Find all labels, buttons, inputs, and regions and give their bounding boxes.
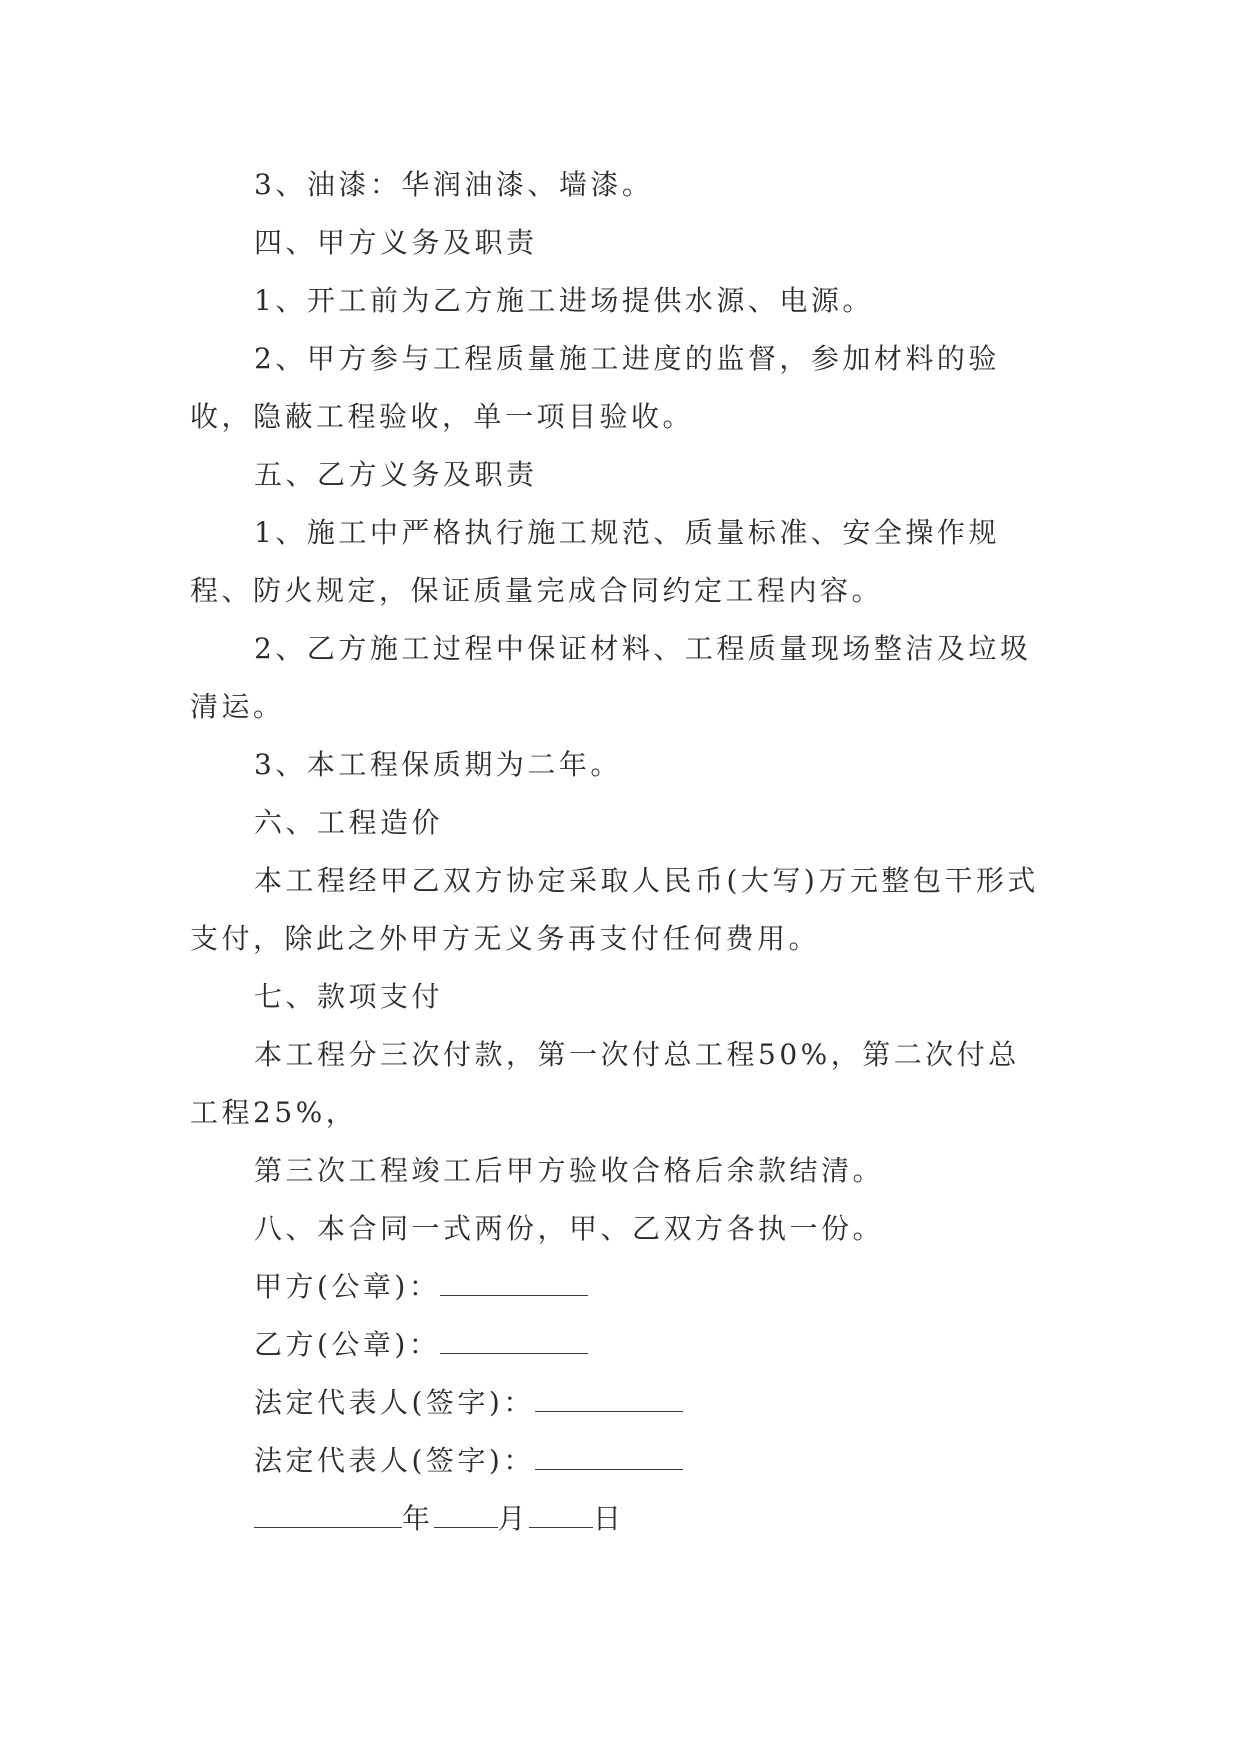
signature-line-legal-rep-1 bbox=[190, 1374, 1050, 1432]
signature-label: 乙方(公章)： bbox=[254, 1328, 441, 1361]
paragraph: 第三次工程竣工后甲方验收合格后余款结清。 bbox=[254, 1154, 885, 1187]
signature-line-party-a bbox=[190, 1258, 1050, 1316]
paragraph: 本工程分三次付款，第一次付总工程50%，第二次付总工程25%， bbox=[190, 1038, 1020, 1129]
document-body bbox=[190, 156, 1050, 1548]
paragraph: 3、本工程保质期为二年。 bbox=[254, 748, 622, 781]
paragraph: 2、甲方参与工程质量施工进度的监督，参加材料的验收，隐蔽工程验收，单一项目验收。 bbox=[190, 342, 1000, 433]
signature-line-party-b bbox=[190, 1316, 1050, 1374]
paragraph: 1、施工中严格执行施工规范、质量标准、安全操作规程、防火规定，保证质量完成合同约定工程内容。 bbox=[190, 516, 1000, 607]
date-line bbox=[190, 1490, 1050, 1548]
paragraph: 本工程经甲乙双方协定采取人民币(大写)万元整包干形式支付，除此之外甲方无义务再支付任何费用。 bbox=[190, 864, 1039, 955]
section-heading: 五、乙方义务及职责 bbox=[254, 458, 538, 491]
signature-blank bbox=[535, 1441, 683, 1470]
paragraph: 2、乙方施工过程中保证材料、工程质量现场整洁及垃圾清运。 bbox=[190, 632, 1032, 723]
paragraph: 1、开工前为乙方施工进场提供水源、电源。 bbox=[254, 284, 874, 317]
signature-label: 法定代表人(签字)： bbox=[254, 1386, 535, 1419]
day-blank bbox=[529, 1499, 593, 1528]
signature-label: 甲方(公章)： bbox=[254, 1270, 441, 1303]
signature-line-legal-rep-2 bbox=[190, 1432, 1050, 1490]
month-label: 月 bbox=[497, 1502, 530, 1535]
signature-blank bbox=[535, 1383, 683, 1412]
signature-blank bbox=[440, 1325, 588, 1354]
month-blank bbox=[434, 1499, 498, 1528]
signature-label: 法定代表人(签字)： bbox=[254, 1444, 535, 1477]
section-heading: 四、甲方义务及职责 bbox=[254, 226, 538, 259]
section-heading: 六、工程造价 bbox=[254, 806, 444, 839]
paragraph: 八、本合同一式两份，甲、乙双方各执一份。 bbox=[254, 1212, 885, 1245]
paragraph: 3、油漆：华润油漆、墙漆。 bbox=[254, 168, 654, 201]
signature-blank bbox=[440, 1267, 588, 1296]
year-label: 年 bbox=[402, 1502, 434, 1535]
day-label: 日 bbox=[593, 1502, 625, 1535]
section-heading: 七、款项支付 bbox=[254, 980, 444, 1013]
year-blank bbox=[254, 1499, 402, 1528]
